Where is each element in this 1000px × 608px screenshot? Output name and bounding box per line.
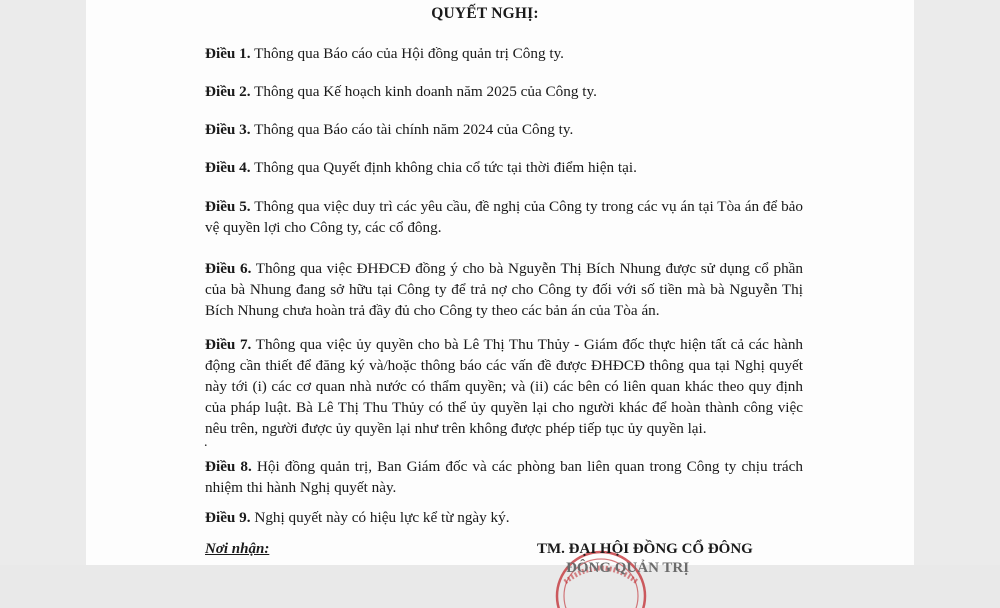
article-text: Thông qua việc duy trì các yêu cầu, đề nghị của Công ty trong các vụ án tại Tòa án để bảo vệ quyền lợi cho Công ty, các cổ đông. xyxy=(205,198,804,236)
article-label: Điều 8. xyxy=(205,458,252,475)
article-label: Điều 3. xyxy=(205,121,251,138)
article-label: Điều 7. xyxy=(205,336,252,353)
document-page xyxy=(86,0,914,576)
article-text: Nghị quyết này có hiệu lực kể từ ngày ký. xyxy=(254,509,510,526)
article-3 xyxy=(205,119,803,140)
signatory-subtitle: ĐÔNG QUẢN TRỊ xyxy=(566,560,690,576)
article-label: Điều 5. xyxy=(205,198,251,215)
article-label: Điều 1. xyxy=(205,45,251,62)
signatory-title: TM. ĐẠI HỘI ĐỒNG CỔ ĐÔNG xyxy=(537,541,753,557)
article-label: Điều 6. xyxy=(205,260,252,277)
article-text: Thông qua Quyết định không chia cổ tức tại thời điểm hiện tại. xyxy=(254,159,637,176)
article-6 xyxy=(205,258,803,321)
article-text: Thông qua Báo cáo của Hội đồng quản trị Công ty. xyxy=(254,45,564,62)
article-4 xyxy=(205,157,803,178)
article-5 xyxy=(205,196,803,238)
resolution-heading: QUYẾT NGHỊ: xyxy=(431,5,539,22)
article-text: Hội đồng quản trị, Ban Giám đốc và các phòng ban liên quan trong Công ty chịu trách nhiệm thi hành Nghị quyết này. xyxy=(205,458,803,496)
page-margin-left xyxy=(0,0,86,565)
article-text: Thông qua việc ĐHĐCĐ đồng ý cho bà Nguyễn Thị Bích Nhung được sử dụng cổ phần của bà Nhung đang sở hữu tại Công ty để trả nợ cho Công ty đối với số tiền mà bà Nguyễn Thị Bích Nhung chưa hoàn trả đầy đủ cho Công ty theo các bản án của Tòa án. xyxy=(205,260,803,319)
article-7 xyxy=(205,334,803,439)
article-text: Thông qua Kế hoạch kinh doanh năm 2025 của Công ty. xyxy=(254,83,597,100)
article-text: Thông qua Báo cáo tài chính năm 2024 của Công ty. xyxy=(254,121,574,138)
recipients-label: Nơi nhận: xyxy=(205,541,270,557)
article-1 xyxy=(205,43,803,64)
article-2 xyxy=(205,81,803,102)
article-8 xyxy=(205,456,803,498)
article-9 xyxy=(205,507,803,528)
article-label: Điều 2. xyxy=(205,83,251,100)
article-label: Điều 4. xyxy=(205,159,251,176)
article-label: Điều 9. xyxy=(205,509,251,526)
page-margin-right xyxy=(914,0,1000,565)
stray-mark: . xyxy=(204,435,208,450)
article-text: Thông qua việc ủy quyền cho bà Lê Thị Thu Thủy - Giám đốc thực hiện tất cả các hành động cần thiết để đăng ký và/hoặc thông báo các vấn đề được ĐHĐCĐ thông qua tại Nghị quyết này tới (i) các cơ quan nhà nước có thẩm quyền; và (ii) các bên có liên quan khác theo quy định của pháp luật. Bà Lê Thị Thu Thủy có thể ủy quyền lại cho người khác để hoàn thành công việc nêu trên, người được ủy quyền lại như trên không được phép tiếp tục ủy quyền lại. xyxy=(205,336,804,437)
